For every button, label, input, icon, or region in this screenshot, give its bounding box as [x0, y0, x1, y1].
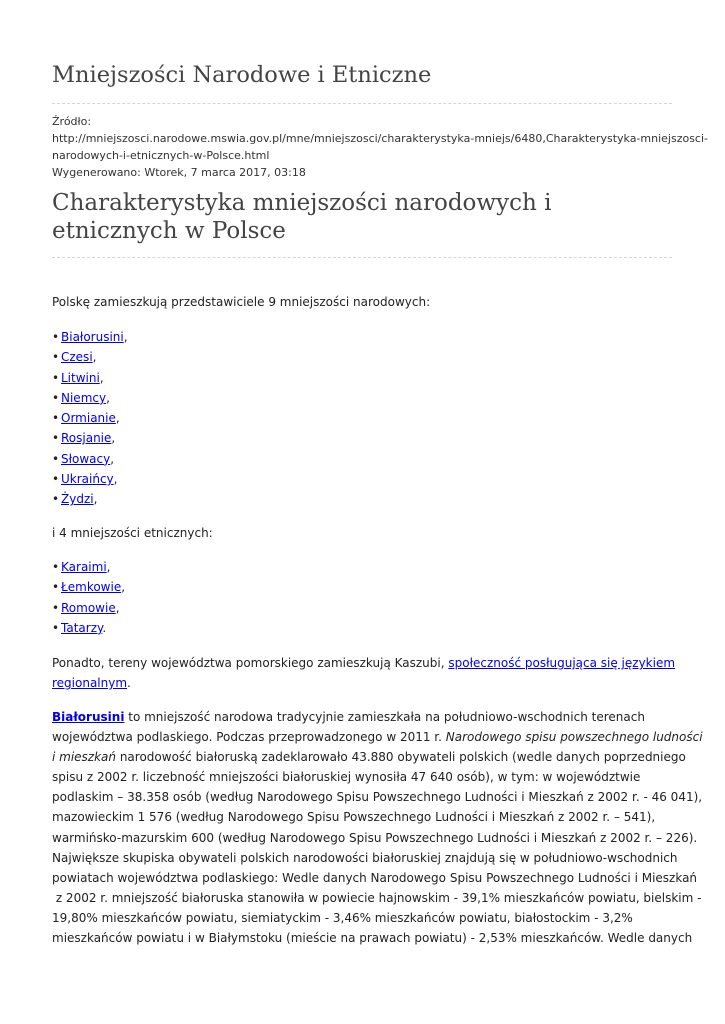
census-title-cont: i mieszkań [52, 750, 117, 765]
source-url-line-2: narodowych-i-etnicznych-w-Polsce.html [52, 149, 270, 162]
list-item: • Czesi, [52, 347, 128, 367]
bullet-icon: • [52, 620, 60, 635]
link-ukraincy[interactable]: Ukraińcy [61, 472, 114, 487]
document-title-line-1: Charakterystyka mniejszości narodowych i [52, 190, 552, 216]
link-zydzi[interactable]: Żydzi [61, 492, 94, 507]
link-tatarzy[interactable]: Tatarzy [61, 620, 103, 635]
belarusians-paragraph: Białorusini to mniejszość narodowa tradycyjnie zamieszkała na południowo-wschodnich terenach województwa podlaskiego. Podczas przeprowadzonego w 2011 r. Narodowego spisu powszechnego ludności i mieszkań narodowość białoruską zadeklarowało 43.880 obywateli polskich (wedle danych poprzedniego spisu z 2002 r. liczebność mniejszości białoruskiej wynosiła 47 640 osób), w tym: w województwie podlaskim – 38.358 osób (według Narodowego Spisu Powszechnego Ludności i Mieszkań z 2002 r. - 46 041), mazowieckim 1 576 (według Narodowego Spisu Powszechnego Ludności i Mieszkań z 2002 r. – 541), warmińsko-mazurskim 600 (według Narodowego Spisu Powszechnego Ludności i Mieszkań z 2002 r. – 226). Największe skupiska obywateli polskich narodowości białoruskiej znajdują się w południowo-wschodnich powiatach województwa podlaskiego: Wedle danych Narodowego Spisu Powszechnego Ludności i Mieszkań z 2002 r. mniejszość białoruska stanowiła w powiecie hajnowskim - 39,1% mieszkańców powiatu, bielskim - 19,80% mieszkańców powiatu, siemiatyckim - 3,46% mieszkańców powiatu, białostockim - 3,2% mieszkańców powiatu i w Białymstoku (mieście na prawach powiatu) - 2,53% mieszkańców. Wedle danych [52, 710, 703, 946]
bullet-icon: • [52, 492, 60, 507]
bullet-icon: • [52, 330, 60, 344]
document-title [52, 189, 672, 245]
link-lemkowie[interactable]: Łemkowie [61, 580, 122, 595]
source-url-line-1: http://mniejszosci.narodowe.mswia.gov.pl/mne/mniejszosci/charakterystyka-mniejs/6480,Charakterystyka-mniejszosci- [52, 132, 709, 145]
bullet-icon: • [52, 580, 60, 595]
bullet-icon: • [52, 350, 60, 365]
bullet-icon: • [52, 431, 60, 446]
list-item: • Karaimi, [52, 557, 125, 577]
list-item: • Romowie, [52, 598, 125, 618]
list-item: • Ukraińcy, [52, 469, 128, 489]
link-bialorusini[interactable]: Białorusini [61, 330, 124, 344]
link-slowacy[interactable]: Słowacy [61, 451, 111, 466]
list-item: • Tatarzy. [52, 618, 125, 638]
list-item: • Rosjanie, [52, 428, 128, 448]
list-item: • Ormianie, [52, 408, 128, 428]
link-regional-language-community-cont[interactable]: regionalnym [52, 676, 128, 690]
header-divider [52, 103, 672, 104]
intro-ethnic-paragraph: i 4 mniejszości etnicznych: [52, 526, 213, 540]
list-item: • Słowacy, [52, 449, 128, 469]
list-item: • Żydzi, [52, 489, 128, 509]
bullet-icon: • [52, 472, 60, 487]
bullet-icon: • [52, 560, 60, 574]
kashubian-text: Ponadto, tereny województwa pomorskiego zamieszkują Kaszubi, [52, 656, 449, 670]
title-divider [52, 257, 672, 258]
national-minorities-list [52, 327, 128, 510]
link-romowie[interactable]: Romowie [61, 600, 116, 615]
ethnic-minorities-list [52, 557, 125, 638]
link-czesi[interactable]: Czesi [61, 350, 93, 365]
bullet-icon: • [52, 451, 60, 466]
source-label: Źródło: [52, 115, 92, 128]
bullet-icon: • [52, 600, 60, 615]
link-niemcy[interactable]: Niemcy [61, 390, 107, 405]
document-title-line-2: etnicznych w Polsce [52, 218, 286, 244]
intro-national-paragraph: Polskę zamieszkują przedstawiciele 9 mniejszości narodowych: [52, 295, 431, 309]
census-title: Narodowego spisu powszechnego ludności [445, 730, 703, 745]
link-rosjanie[interactable]: Rosjanie [61, 431, 112, 446]
site-title: Mniejszości Narodowe i Etniczne [52, 62, 432, 88]
bullet-icon: • [52, 411, 60, 426]
link-karaimi[interactable]: Karaimi [61, 560, 107, 574]
bullet-icon: • [52, 390, 60, 405]
list-item: • Białorusini, [52, 327, 128, 347]
link-bialorusini-article[interactable]: Białorusini [52, 710, 125, 724]
list-item: • Łemkowie, [52, 577, 125, 597]
list-item: • Litwini, [52, 368, 128, 388]
source-metadata [52, 113, 709, 181]
link-regional-language-community[interactable]: społeczność posługująca się językiem [448, 656, 676, 670]
bullet-icon: • [52, 370, 60, 385]
kashubian-paragraph: Ponadto, tereny województwa pomorskiego zamieszkują Kaszubi, społeczność posługująca się językiem regionalnym. [52, 656, 676, 690]
list-item: • Niemcy, [52, 388, 128, 408]
generated-date: Wygenerowano: Wtorek, 7 marca 2017, 03:18 [52, 166, 306, 179]
link-ormianie[interactable]: Ormianie [61, 411, 116, 426]
link-litwini[interactable]: Litwini [61, 370, 100, 385]
